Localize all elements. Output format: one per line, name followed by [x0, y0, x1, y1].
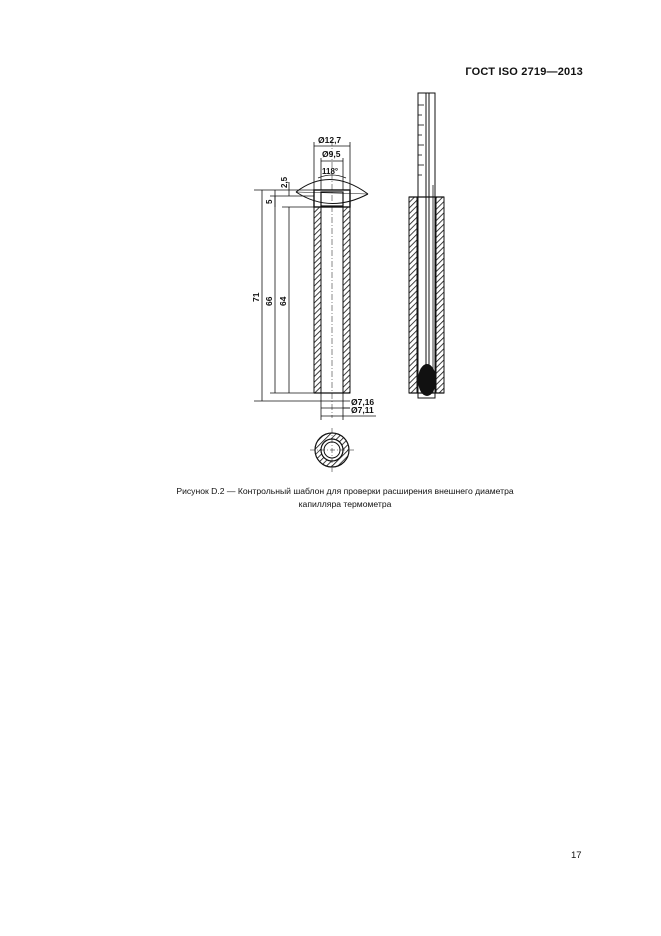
- left-dimensions: [254, 182, 350, 401]
- hole-max-label: Ø7,16: [351, 397, 375, 407]
- inner-diameter-label: Ø9,5: [322, 149, 341, 159]
- top-offset-label: 2,5: [280, 176, 289, 188]
- body-length-label: 64: [278, 296, 288, 306]
- page-number: 17: [571, 850, 582, 861]
- document-header: ГОСТ ISO 2719—2013: [465, 66, 583, 78]
- caption-line-2: капилляра термометра: [298, 499, 392, 509]
- outer-diameter-label: Ø12,7: [318, 135, 342, 145]
- thermometer-bulb: [418, 364, 436, 396]
- outer-template-left-wall: [409, 197, 417, 393]
- figure-caption: [0, 485, 661, 511]
- bore-length-label: 66: [264, 296, 274, 306]
- total-height-label: 71: [251, 292, 261, 302]
- hole-min-label: Ø7,11: [351, 405, 374, 415]
- thermometer-assembly: [409, 93, 444, 398]
- template-plan-view: [310, 428, 354, 472]
- right-wall: [343, 207, 350, 393]
- caption-line-1: Рисунок D.2 — Контрольный шаблон для проверки расширения внешнего диаметра: [176, 486, 514, 496]
- chamfer-depth-label: 5: [265, 199, 274, 204]
- outer-template-right-wall: [436, 197, 444, 393]
- left-wall: [314, 207, 321, 393]
- countersink-angle-label: 118°: [322, 167, 339, 176]
- template-section-view: [296, 140, 368, 420]
